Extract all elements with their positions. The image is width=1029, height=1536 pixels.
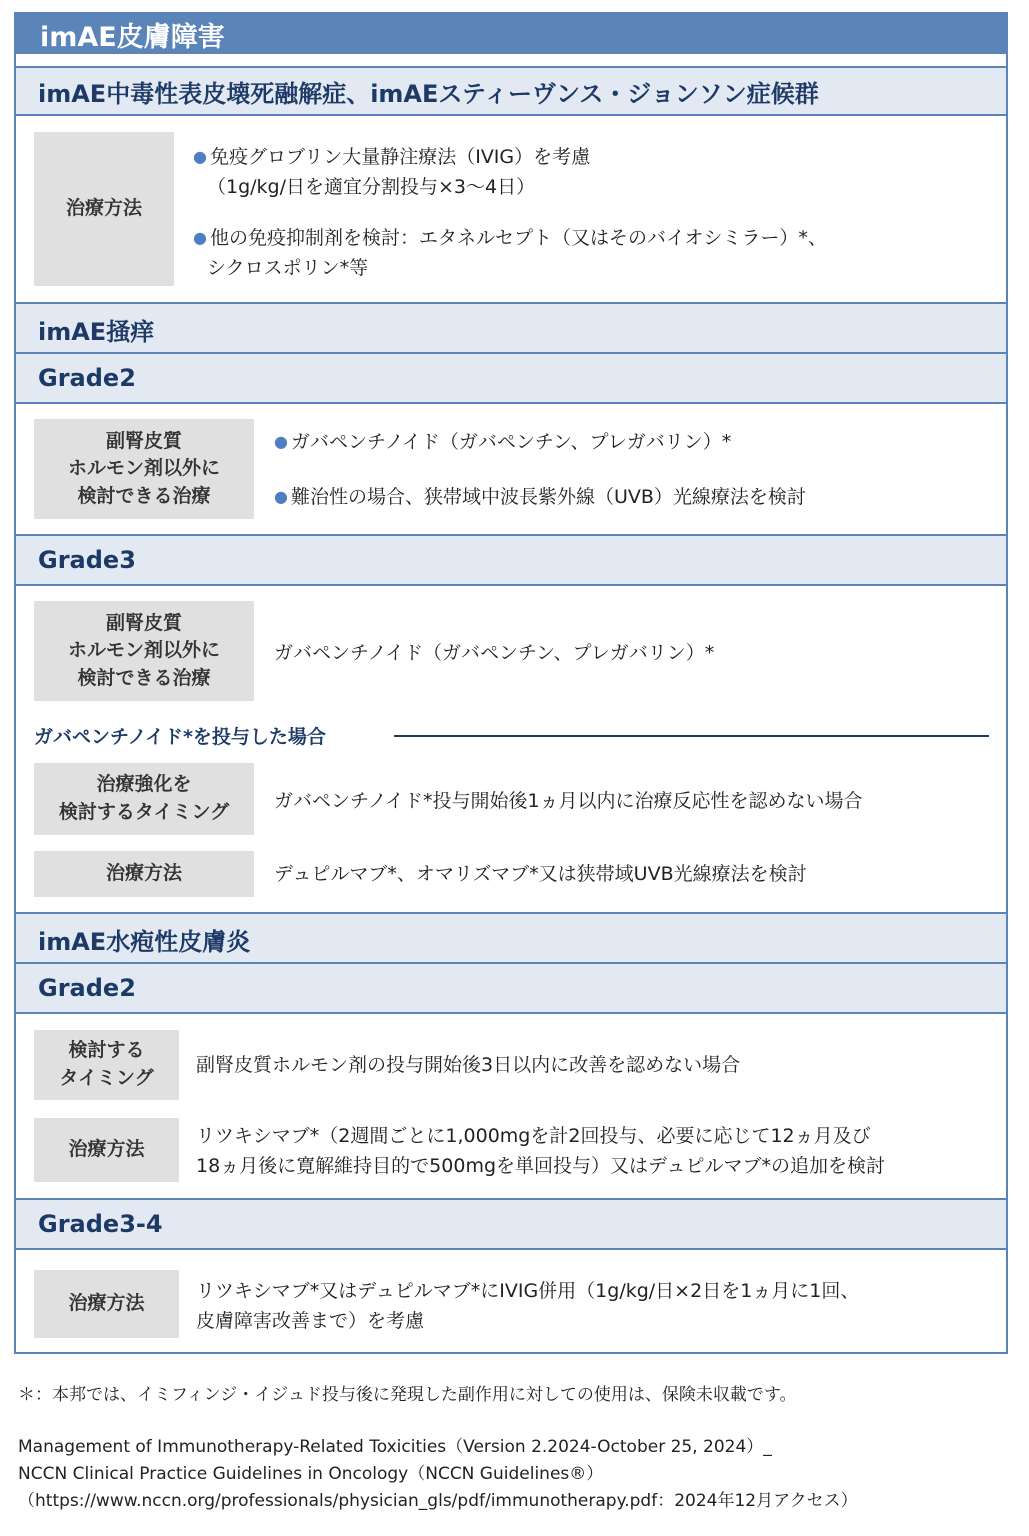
bullet-icon: ●: [193, 228, 207, 247]
list-item-text: 難治性の場合、狭帯域中波長紫外線（UVB）光線療法を検討: [290, 486, 806, 508]
panel-title: imAE皮膚障害: [16, 14, 1006, 54]
bullet-icon: ●: [193, 147, 207, 166]
treatment-text: [196, 1121, 996, 1181]
list-item-continuation: （1g/kg/日を適宜分割投与×3～4日）: [207, 176, 536, 198]
pruritus-g2-list: [274, 427, 994, 512]
label-alternative-treatment: 副腎皮質 ホルモン剤以外に 検討できる治療: [34, 601, 254, 701]
label-treatment: 治療方法: [34, 851, 254, 897]
list-item-text: 免疫グロブリン大量静注療法（IVIG）を考慮: [209, 146, 591, 168]
label-treatment: 治療方法: [34, 1118, 179, 1182]
sjs-treatment-list: [193, 142, 993, 283]
label-timing: 治療強化を 検討するタイミング: [34, 763, 254, 835]
treatment-text: [196, 1276, 996, 1336]
label-timing: 検討する タイミング: [34, 1030, 179, 1100]
treatment-line: 皮膚障害改善まで）を考慮: [196, 1310, 425, 1332]
label-treatment: 治療方法: [34, 132, 174, 286]
grade-heading-pruritus-g3: Grade3: [16, 534, 1006, 586]
label-treatment: 治療方法: [34, 1270, 179, 1338]
citation-line: （https://www.nccn.org/professionals/physician_gls/pdf/immunotherapy.pdf：2024年12月アクセス）: [18, 1491, 858, 1511]
list-item-text: 他の免疫抑制剤を検討：エタネルセプト（又はそのバイオシミラー）*、: [209, 227, 827, 249]
treatment-line: リツキシマブ*（2週間ごとに1,000mgを計2回投与、必要に応じて12ヵ月及び: [196, 1125, 871, 1147]
treatment-line: 18ヵ月後に寛解維持目的で500mgを単回投与）又はデュピルマブ*の追加を検討: [196, 1155, 885, 1177]
citation-line: Management of Immunotherapy-Related Toxicities（Version 2.2024-October 25, 2024）_: [18, 1437, 772, 1457]
citation-line: NCCN Clinical Practice Guidelines in Oncology（NCCN Guidelines®）: [18, 1464, 604, 1484]
treatment-line: リツキシマブ*又はデュピルマブ*にIVIG併用（1g/kg/日×2日を1ヵ月に1回、: [196, 1280, 860, 1302]
bullet-icon: ●: [274, 432, 288, 451]
list-item: [193, 223, 993, 253]
guideline-panel: [14, 12, 1008, 1354]
timing-text: 副腎皮質ホルモン剤の投与開始後3日以内に改善を認めない場合: [196, 1054, 741, 1076]
grade-heading-pruritus-g2: Grade2: [16, 352, 1006, 404]
bullet-icon: ●: [274, 487, 288, 506]
pruritus-g3-treatment: ガバペンチノイド（ガバペンチン、プレガバリン）*: [274, 642, 715, 664]
footnote: ＊：本邦では、イミフィンジ・イジュド投与後に発現した副作用に対しての使用は、保険未収載です。: [18, 1385, 797, 1405]
label-alternative-treatment: 副腎皮質 ホルモン剤以外に 検討できる治療: [34, 419, 254, 519]
list-item: [274, 427, 994, 457]
list-item-continuation: シクロスポリン*等: [207, 257, 369, 279]
section-heading-sjs: imAE中毒性表皮壊死融解症、imAEスティーヴンス・ジョンソン症候群: [16, 66, 1006, 116]
section-heading-bullous: imAE水疱性皮膚炎: [16, 912, 1006, 964]
treatment-text: デュピルマブ*、オマリズマブ*又は狭帯域UVB光線療法を検討: [274, 863, 807, 885]
timing-text: ガバペンチノイド*投与開始後1ヵ月以内に治療反応性を認めない場合: [274, 790, 863, 812]
subheading-gabapentinoid: ガバペンチノイド*を投与した場合: [34, 726, 326, 748]
list-item: [193, 142, 993, 172]
section-heading-pruritus: imAE掻痒: [16, 302, 1006, 354]
grade-heading-bullous-g34: Grade3-4: [16, 1198, 1006, 1250]
source-citation: [18, 1434, 858, 1515]
list-item: [274, 482, 994, 512]
subheading-rule: [394, 735, 989, 737]
grade-heading-bullous-g2: Grade2: [16, 962, 1006, 1014]
list-item-text: ガバペンチノイド（ガバペンチン、プレガバリン）*: [290, 431, 732, 453]
